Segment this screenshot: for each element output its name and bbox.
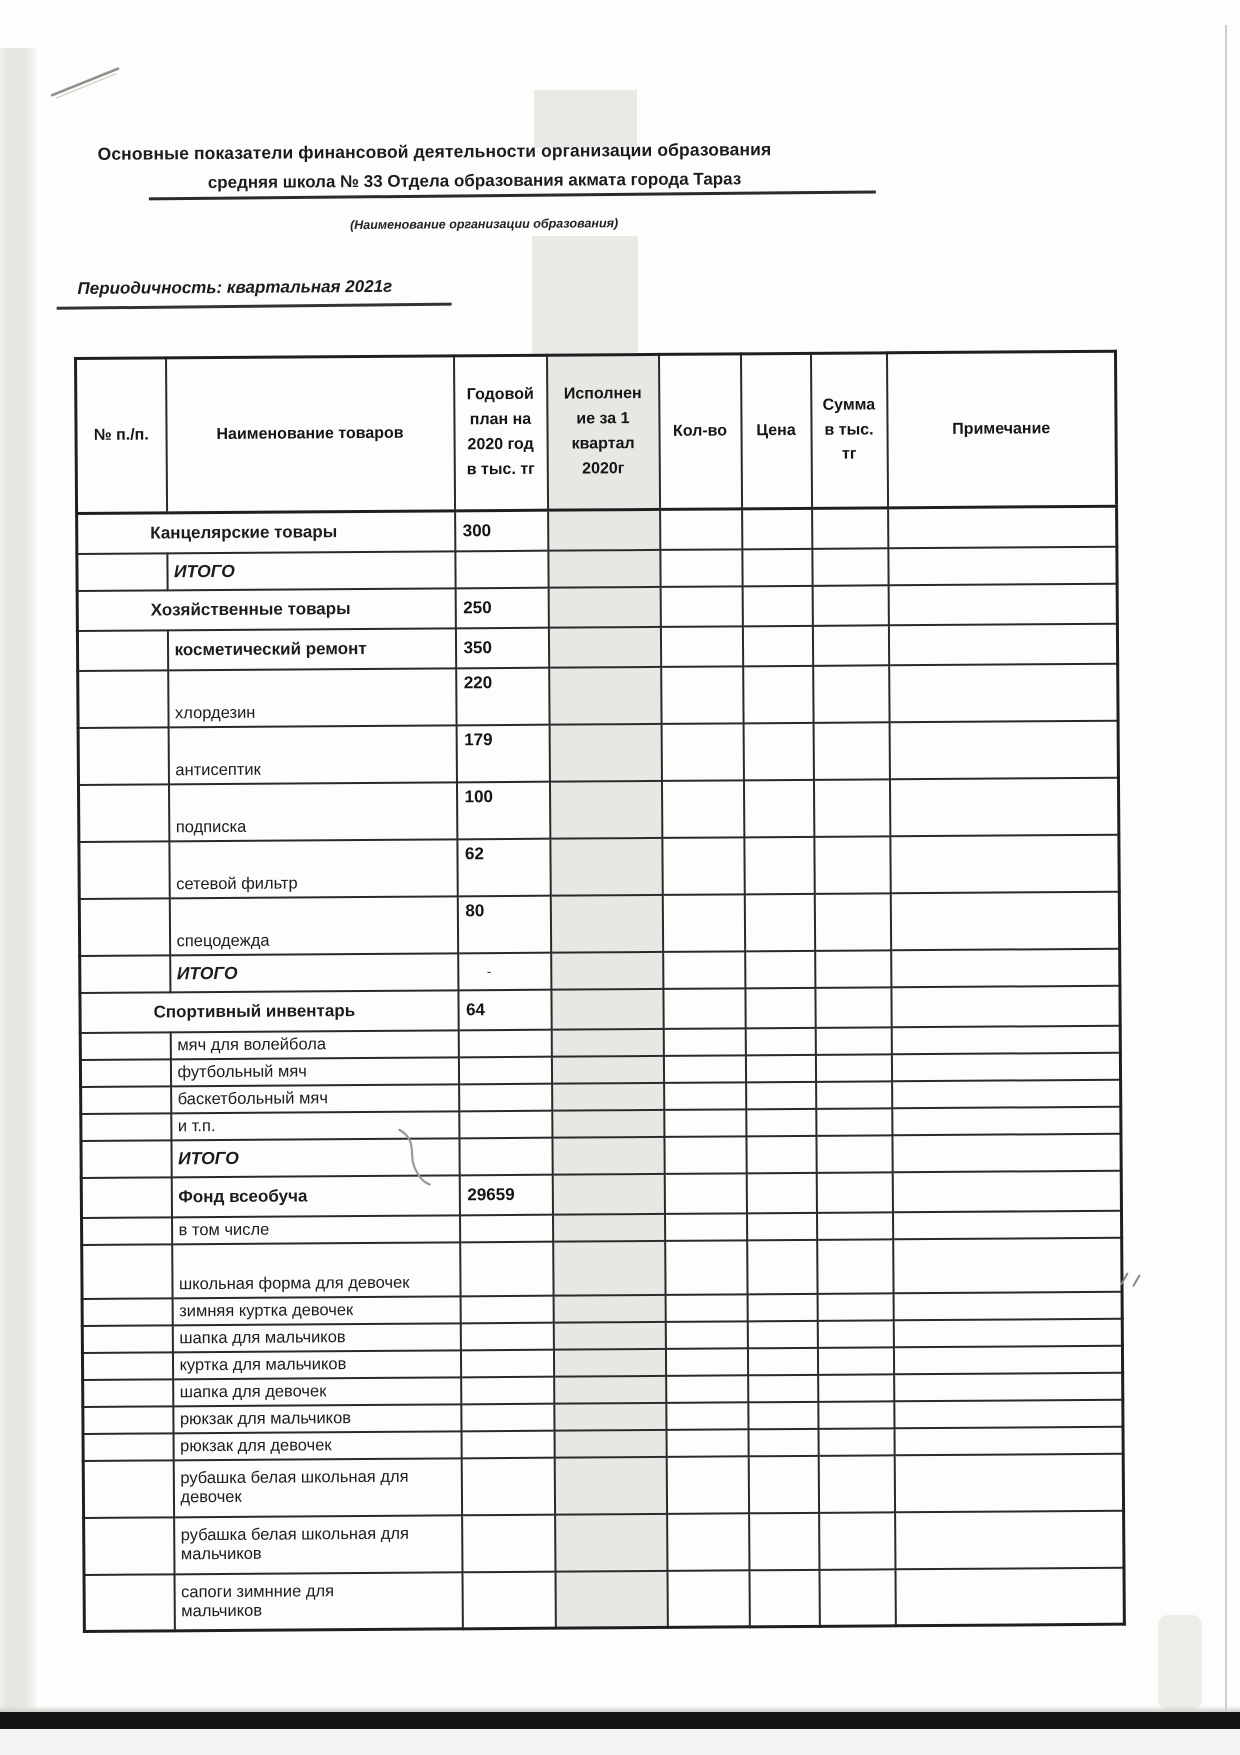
price-cell bbox=[747, 1239, 817, 1293]
periodicity-underline bbox=[57, 303, 452, 310]
quantity-cell bbox=[661, 723, 743, 781]
item-name-cell: рубашка белая школьная для мальчиков bbox=[174, 1515, 462, 1574]
item-name-cell: антисептик bbox=[168, 725, 456, 784]
annual-plan-cell bbox=[461, 1457, 554, 1515]
quantity-cell bbox=[666, 1375, 748, 1403]
annual-plan-cell bbox=[460, 1349, 553, 1377]
sum-cell bbox=[816, 1135, 892, 1173]
table-row bbox=[78, 720, 1118, 784]
note-cell bbox=[888, 583, 1117, 625]
pen-squiggle bbox=[393, 1127, 435, 1189]
annual-plan-cell: 80 bbox=[457, 895, 550, 953]
quantity-cell bbox=[667, 1513, 749, 1571]
quantity-cell bbox=[661, 780, 743, 838]
table-row bbox=[79, 834, 1119, 898]
table-row bbox=[83, 1453, 1123, 1517]
sum-cell bbox=[812, 508, 888, 549]
annual-plan-cell: 64 bbox=[458, 989, 551, 1030]
row-number-cell bbox=[82, 1325, 172, 1353]
organization-caption: (Наименование организации образования) bbox=[350, 216, 619, 233]
quantity-cell bbox=[664, 1136, 746, 1174]
note-cell bbox=[892, 1079, 1121, 1108]
col-header-num: № п./п. bbox=[76, 358, 167, 514]
quantity-cell bbox=[664, 1213, 746, 1241]
sum-cell bbox=[817, 1320, 893, 1348]
executed-cell bbox=[549, 666, 661, 724]
scanner-bed-area bbox=[0, 1729, 1240, 1755]
col-header-qty: Кол-во bbox=[658, 354, 741, 510]
quantity-cell bbox=[660, 626, 742, 667]
price-cell bbox=[746, 1108, 816, 1135]
quantity-cell bbox=[665, 1321, 747, 1349]
item-name-cell: шапка для девочек bbox=[173, 1377, 461, 1406]
item-name-cell: куртка для мальчиков bbox=[172, 1350, 460, 1379]
item-name-cell: Спортивный инвентарь bbox=[80, 990, 458, 1033]
price-cell bbox=[746, 1081, 816, 1108]
note-cell bbox=[889, 777, 1118, 836]
price-cell bbox=[745, 950, 815, 987]
price-cell bbox=[746, 1172, 816, 1212]
quantity-cell bbox=[666, 1402, 748, 1430]
row-number-cell bbox=[81, 1140, 171, 1178]
row-number-cell bbox=[83, 1379, 173, 1407]
note-cell bbox=[892, 1106, 1121, 1135]
row-number-cell bbox=[84, 1574, 174, 1632]
annual-plan-cell: 220 bbox=[456, 667, 549, 725]
item-name-cell: Фонд всеобуча bbox=[171, 1175, 459, 1217]
sum-cell bbox=[816, 1081, 892, 1109]
staple-mark bbox=[44, 58, 128, 107]
executed-cell bbox=[552, 1173, 664, 1214]
row-number-cell bbox=[83, 1460, 173, 1518]
annual-plan-cell: 300 bbox=[455, 510, 548, 551]
note-cell bbox=[893, 1291, 1122, 1320]
document-title: Основные показатели финансовой деятельности организации образования bbox=[97, 139, 772, 164]
item-name-cell: сапоги зимнние для мальчиков bbox=[174, 1572, 462, 1631]
sum-cell bbox=[817, 1293, 893, 1321]
annual-plan-cell bbox=[462, 1514, 555, 1572]
organization-name: средняя школа № 33 Отдела образования акмата города Тараз bbox=[207, 169, 742, 193]
quantity-cell bbox=[663, 1055, 745, 1083]
annual-plan-cell bbox=[460, 1295, 553, 1323]
row-number-cell bbox=[80, 1032, 170, 1060]
price-cell bbox=[742, 585, 812, 625]
quantity-cell bbox=[662, 837, 744, 895]
price-cell bbox=[748, 1455, 818, 1512]
item-name-cell: подписка bbox=[168, 782, 456, 841]
item-name-cell: Канцелярские товары bbox=[77, 511, 455, 554]
sum-cell bbox=[818, 1428, 894, 1456]
quantity-cell bbox=[663, 951, 745, 989]
executed-cell bbox=[554, 1429, 666, 1457]
row-number-cell bbox=[82, 1352, 172, 1380]
row-number-cell bbox=[80, 1059, 170, 1087]
sum-cell bbox=[818, 1455, 894, 1513]
pen-tick-marks bbox=[1116, 1269, 1148, 1291]
quantity-cell bbox=[665, 1240, 747, 1295]
col-header-executed: Исполнен ие за 1 квартал 2020г bbox=[546, 354, 659, 510]
executed-cell bbox=[553, 1294, 665, 1322]
price-cell bbox=[745, 1054, 815, 1081]
annual-plan-cell bbox=[462, 1571, 555, 1629]
price-cell bbox=[742, 625, 812, 665]
executed-cell bbox=[553, 1321, 665, 1349]
row-number-cell bbox=[81, 1177, 171, 1218]
note-cell bbox=[890, 891, 1119, 950]
price-cell bbox=[748, 1374, 818, 1401]
annual-plan-cell bbox=[461, 1376, 554, 1404]
annual-plan-cell: 100 bbox=[456, 781, 549, 839]
table-row bbox=[84, 1510, 1124, 1574]
note-cell bbox=[891, 948, 1120, 987]
executed-cell bbox=[549, 723, 661, 781]
sum-cell bbox=[819, 1512, 895, 1570]
price-cell bbox=[743, 665, 813, 722]
executed-cell bbox=[550, 837, 662, 895]
executed-cell bbox=[551, 1028, 663, 1056]
item-name-cell: косметический ремонт bbox=[167, 628, 455, 670]
row-number-cell bbox=[78, 727, 168, 785]
executed-cell bbox=[551, 951, 663, 989]
annual-plan-cell: 62 bbox=[457, 838, 550, 896]
annual-plan-cell: - bbox=[458, 952, 551, 990]
table-row bbox=[84, 1567, 1124, 1631]
note-cell bbox=[891, 985, 1120, 1027]
col-header-annual-plan: Годовой план на 2020 год в тыс. тг bbox=[454, 355, 548, 511]
executed-cell bbox=[554, 1456, 666, 1514]
sum-cell bbox=[817, 1347, 893, 1375]
note-cell bbox=[895, 1510, 1124, 1569]
item-name-cell: в том числе bbox=[172, 1215, 460, 1244]
sum-cell bbox=[819, 1569, 895, 1627]
note-cell bbox=[889, 720, 1118, 779]
note-cell bbox=[892, 1133, 1121, 1172]
quantity-cell bbox=[662, 894, 744, 952]
item-name-cell: хлордезин bbox=[168, 668, 456, 727]
price-cell bbox=[747, 1320, 817, 1347]
periodicity-label: Периодичность: квартальная 2021г bbox=[77, 276, 393, 298]
col-header-sum: Сумма в тыс. тг bbox=[810, 353, 887, 509]
item-name-cell: и т.п. bbox=[171, 1111, 459, 1140]
quantity-cell bbox=[660, 509, 742, 550]
executed-cell bbox=[552, 1213, 664, 1241]
sum-cell bbox=[815, 1054, 891, 1082]
row-number-cell bbox=[79, 841, 169, 899]
quantity-cell bbox=[663, 1028, 745, 1056]
row-number-cell bbox=[81, 1086, 171, 1114]
executed-cell bbox=[548, 626, 660, 667]
executed-cell bbox=[555, 1513, 667, 1571]
annual-plan-cell bbox=[455, 550, 548, 588]
table-row bbox=[82, 1237, 1122, 1298]
item-name-cell: сетевой фильтр bbox=[169, 839, 457, 898]
executed-cell bbox=[554, 1375, 666, 1403]
item-name-cell: ИТОГО bbox=[170, 953, 458, 992]
price-cell bbox=[747, 1293, 817, 1320]
item-name-cell: зимняя куртка девочек bbox=[172, 1296, 460, 1325]
row-number-cell bbox=[82, 1217, 172, 1245]
note-cell bbox=[888, 546, 1117, 585]
annual-plan-cell bbox=[458, 1056, 551, 1084]
table-row bbox=[78, 663, 1118, 727]
quantity-cell bbox=[660, 549, 742, 587]
executed-cell bbox=[552, 1136, 664, 1174]
annual-plan-cell: 29659 bbox=[459, 1174, 552, 1215]
table-row bbox=[78, 777, 1118, 841]
quantity-cell bbox=[665, 1294, 747, 1322]
quantity-cell bbox=[664, 1082, 746, 1110]
annual-plan-cell bbox=[458, 1029, 551, 1057]
sum-cell bbox=[813, 722, 889, 780]
table-body bbox=[77, 506, 1125, 1631]
sum-cell bbox=[813, 779, 889, 837]
note-cell bbox=[888, 623, 1117, 665]
item-name-cell: школьная форма для девочек bbox=[172, 1242, 460, 1298]
annual-plan-cell bbox=[460, 1322, 553, 1350]
executed-cell bbox=[551, 1055, 663, 1083]
executed-cell bbox=[553, 1348, 665, 1376]
quantity-cell bbox=[666, 1456, 748, 1514]
sum-cell bbox=[816, 1212, 892, 1240]
row-number-cell bbox=[82, 1244, 172, 1299]
item-name-cell: рубашка белая школьная для девочек bbox=[173, 1458, 461, 1517]
col-header-note: Примечание bbox=[886, 351, 1116, 508]
executed-cell bbox=[554, 1402, 666, 1430]
price-cell bbox=[743, 779, 813, 836]
price-cell bbox=[749, 1512, 819, 1569]
row-number-cell bbox=[82, 1298, 172, 1326]
quantity-cell bbox=[665, 1348, 747, 1376]
annual-plan-cell bbox=[459, 1137, 552, 1175]
sum-cell bbox=[815, 987, 891, 1028]
price-cell bbox=[746, 1212, 816, 1239]
quantity-cell bbox=[663, 988, 745, 1029]
executed-cell bbox=[552, 1109, 664, 1137]
sum-cell bbox=[817, 1239, 893, 1294]
quantity-cell bbox=[664, 1173, 746, 1214]
note-cell bbox=[894, 1453, 1123, 1512]
executed-cell bbox=[555, 1570, 667, 1628]
sum-cell bbox=[812, 585, 888, 626]
col-header-name: Наименование товаров bbox=[166, 356, 455, 513]
item-name-cell: рюкзак для девочек bbox=[173, 1431, 461, 1460]
item-name-cell: ИТОГО bbox=[171, 1138, 459, 1177]
annual-plan-cell bbox=[461, 1430, 554, 1458]
price-cell bbox=[746, 1135, 816, 1172]
item-name-cell: футбольный мяч bbox=[170, 1057, 458, 1086]
table-row bbox=[79, 891, 1119, 955]
col-header-price: Цена bbox=[740, 353, 811, 508]
note-cell bbox=[890, 834, 1119, 893]
item-name-cell: спецодежда bbox=[169, 896, 457, 955]
note-cell bbox=[888, 506, 1117, 548]
executed-cell bbox=[548, 549, 660, 587]
sum-cell bbox=[818, 1401, 894, 1429]
price-cell bbox=[748, 1428, 818, 1455]
table-header-row bbox=[76, 351, 1117, 513]
row-number-cell bbox=[81, 1113, 171, 1141]
executed-cell bbox=[548, 509, 660, 550]
quantity-cell bbox=[667, 1570, 749, 1628]
executed-cell bbox=[549, 780, 661, 838]
price-cell bbox=[748, 1401, 818, 1428]
note-cell bbox=[893, 1318, 1122, 1347]
executed-cell bbox=[553, 1240, 665, 1295]
price-cell bbox=[747, 1347, 817, 1374]
item-name-cell: Хозяйственные товары bbox=[77, 588, 455, 631]
sum-cell bbox=[814, 893, 890, 951]
quantity-cell bbox=[666, 1429, 748, 1457]
row-number-cell bbox=[80, 955, 170, 993]
row-number-cell bbox=[83, 1433, 173, 1461]
row-number-cell bbox=[84, 1517, 174, 1575]
executed-cell bbox=[548, 586, 660, 627]
annual-plan-cell bbox=[459, 1110, 552, 1138]
annual-plan-cell bbox=[459, 1214, 552, 1242]
finance-table bbox=[74, 350, 1126, 1633]
executed-cell bbox=[552, 1082, 664, 1110]
annual-plan-cell: 179 bbox=[456, 724, 549, 782]
sum-cell bbox=[812, 548, 888, 586]
executed-cell bbox=[550, 894, 662, 952]
row-number-cell bbox=[79, 898, 169, 956]
item-name-cell: мяч для волейбола bbox=[170, 1030, 458, 1059]
item-name-cell: ИТОГО bbox=[167, 551, 455, 590]
row-number-cell bbox=[77, 630, 167, 671]
price-cell bbox=[743, 722, 813, 779]
row-number-cell bbox=[77, 553, 167, 591]
annual-plan-cell bbox=[460, 1241, 553, 1296]
item-name-cell: баскетбольный мяч bbox=[171, 1084, 459, 1113]
price-cell bbox=[742, 508, 812, 548]
price-cell bbox=[745, 987, 815, 1027]
sum-cell bbox=[813, 665, 889, 723]
row-number-cell bbox=[78, 670, 168, 728]
quantity-cell bbox=[661, 666, 743, 724]
executed-cell bbox=[551, 988, 663, 1029]
item-name-cell: рюкзак для мальчиков bbox=[173, 1404, 461, 1433]
sum-cell bbox=[815, 1027, 891, 1055]
annual-plan-cell: 350 bbox=[455, 627, 548, 668]
sum-cell bbox=[814, 836, 890, 894]
note-cell bbox=[891, 1025, 1120, 1054]
note-cell bbox=[893, 1345, 1122, 1374]
annual-plan-cell: 250 bbox=[455, 587, 548, 628]
row-number-cell bbox=[78, 784, 168, 842]
price-cell bbox=[742, 548, 812, 585]
note-cell bbox=[895, 1567, 1124, 1626]
note-cell bbox=[892, 1210, 1121, 1239]
row-number-cell bbox=[83, 1406, 173, 1434]
sum-cell bbox=[812, 625, 888, 666]
note-cell bbox=[892, 1170, 1121, 1212]
note-cell bbox=[894, 1372, 1123, 1401]
scanner-black-bar bbox=[0, 1712, 1240, 1729]
note-cell bbox=[894, 1426, 1123, 1455]
sum-cell bbox=[816, 1172, 892, 1213]
sum-cell bbox=[816, 1108, 892, 1136]
annual-plan-cell bbox=[461, 1403, 554, 1431]
note-cell bbox=[891, 1052, 1120, 1081]
note-cell bbox=[893, 1237, 1122, 1293]
price-cell bbox=[744, 836, 814, 893]
note-cell bbox=[894, 1399, 1123, 1428]
note-cell bbox=[889, 663, 1118, 722]
sum-cell bbox=[818, 1374, 894, 1402]
price-cell bbox=[749, 1569, 819, 1626]
price-cell bbox=[745, 1027, 815, 1054]
quantity-cell bbox=[664, 1109, 746, 1137]
sum-cell bbox=[815, 950, 891, 988]
price-cell bbox=[744, 893, 814, 950]
annual-plan-cell bbox=[459, 1083, 552, 1111]
item-name-cell: шапка для мальчиков bbox=[172, 1323, 460, 1352]
quantity-cell bbox=[660, 586, 742, 627]
